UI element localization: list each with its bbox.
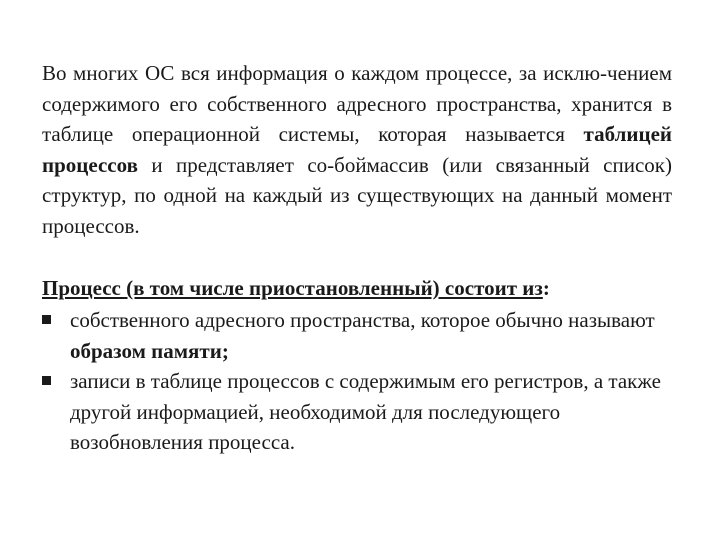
intro-text-part2: и представляет со-боймассив (или связанный список) структур, по одной на каждый из существующих на данный момент процессов. <box>42 152 672 238</box>
composition-list <box>42 305 682 458</box>
process-table-term: таблицей процессов <box>42 122 672 177</box>
intro-text-part1: Во многих ОС вся информация о каждом процессе, за исклю-чением содержимого его собственного адресного пространства, хранится в таблице операционной системы, которая называется <box>42 61 672 146</box>
list-item-text: собственного адресного пространства, которое обычно называют <box>70 308 655 332</box>
heading-colon: : <box>542 276 550 300</box>
heading-text: Процесс (в том числе приостановленный) состоит из <box>42 276 543 300</box>
list-item-text: записи в таблице процессов с содержимым его регистров, а также другой информацией, необходимой для последующего возобновления процесса. <box>70 369 661 454</box>
list-item <box>42 305 682 366</box>
process-composition-heading <box>42 273 682 303</box>
intro-paragraph <box>42 58 672 241</box>
list-item <box>42 366 682 458</box>
square-bullet-icon <box>42 376 51 385</box>
memory-image-term: образом памяти; <box>70 338 229 363</box>
square-bullet-icon <box>42 315 51 324</box>
